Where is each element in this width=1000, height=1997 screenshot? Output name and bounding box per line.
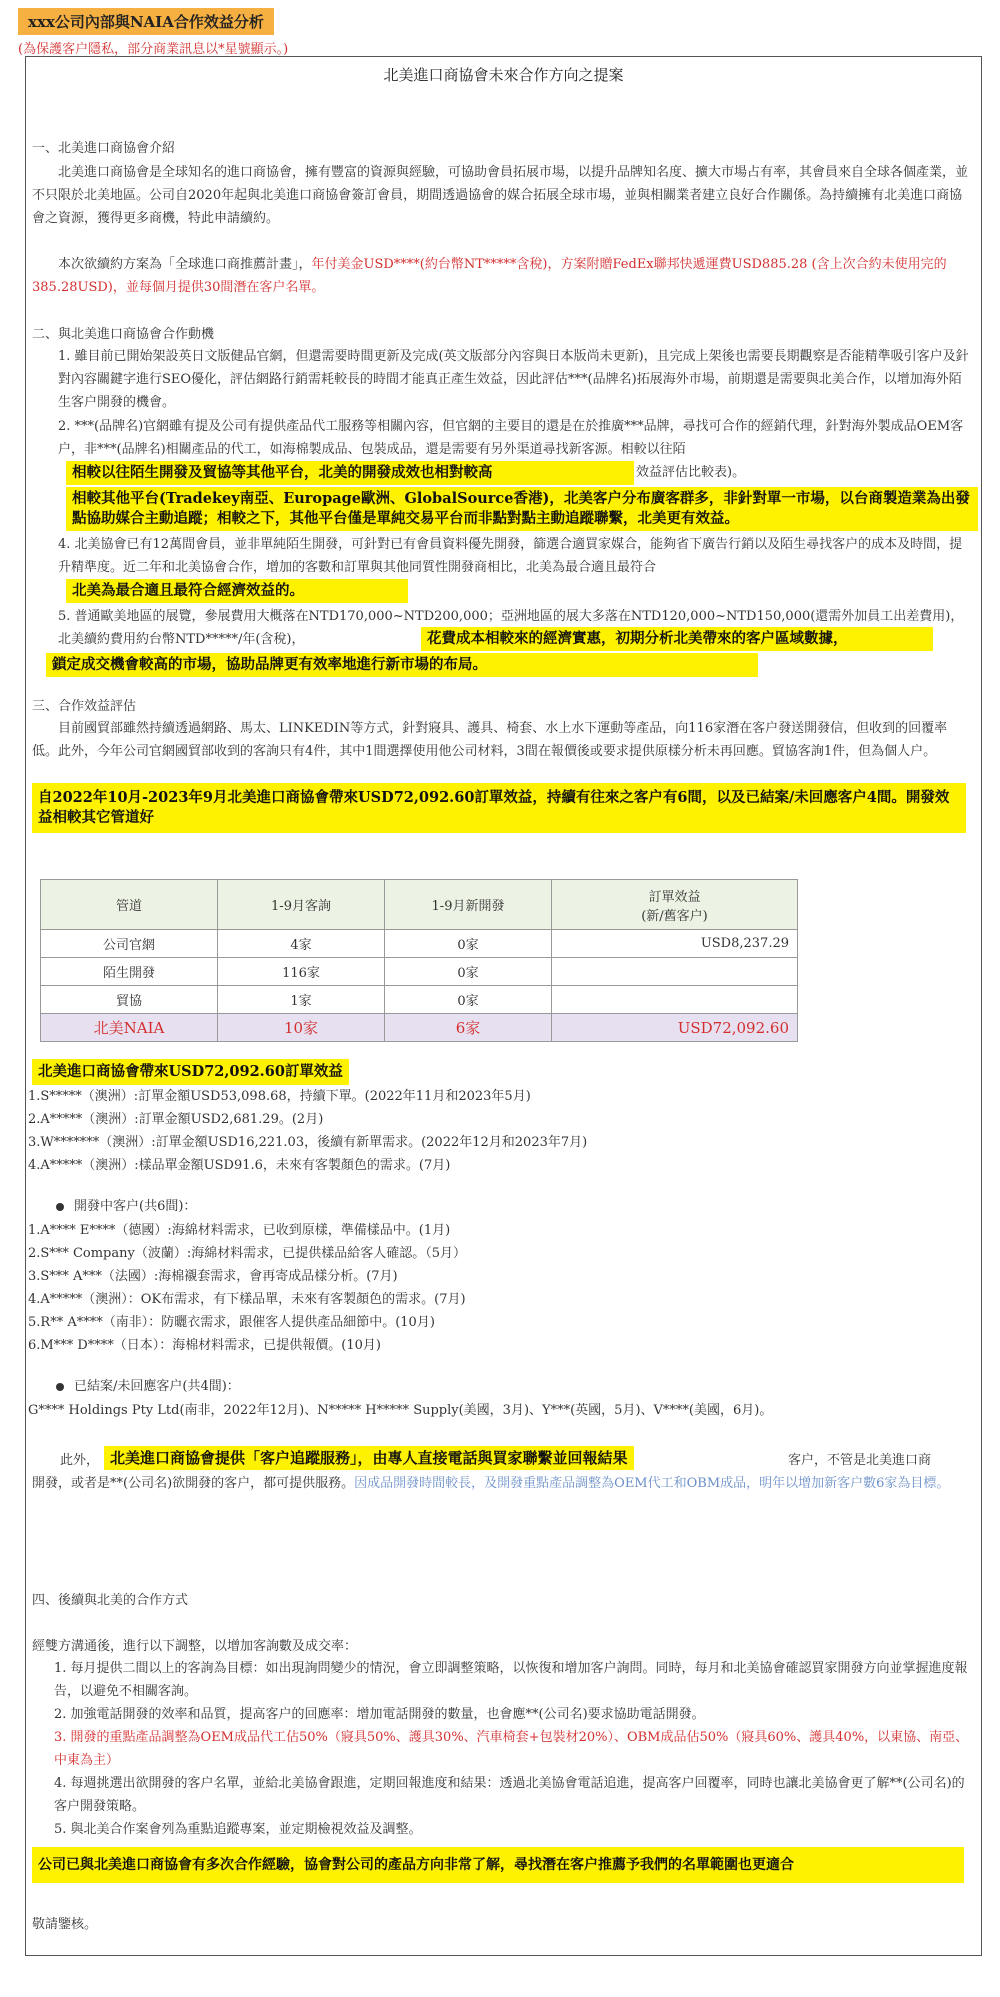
table-row	[41, 930, 798, 958]
highlight-most-economic: 北美為最合適且最符合經濟效益的。	[66, 579, 408, 603]
dev-item: 5.R** A****（南非）：防曬衣需求，跟催客人提供產品細節中。(10月)	[28, 1315, 435, 1330]
col-channel: 管道	[41, 880, 218, 930]
table-cell: USD8,237.29	[552, 930, 798, 958]
motive-item-5: 5. 普通歐美地區的展覽，參展費用大概落在NTD170,000~NTD200,000；亞洲地區的展大多落在NTD120,000~NTD150,000(還需外加員工出差費用)，北美續約費用約台幣NTD*****/年(含稅)，	[58, 609, 964, 647]
motive-item-4: 4. 北美協會已有12萬間會員，並非單純陌生開發，可針對已有會員資料優先開發，篩選合適買家媒合，能夠省下廣告行銷以及陌生尋找客户的成本及時間，提升精準度。近二年和北美協會合作，增加的客數和訂單與其他同質性開發商相比，北美為最合適且最符合	[58, 537, 963, 575]
section1-plan	[32, 253, 972, 299]
order-item: 1.S*****（澳洲）:訂單金額USD53,098.68，持續下單。(2022年11月和2023年5月)	[28, 1089, 531, 1104]
report-title: xxx公司內部與NAIA合作效益分析	[18, 8, 274, 35]
section1-heading: 一、北美進口商協會介紹	[32, 141, 176, 156]
closed-heading	[56, 1375, 240, 1398]
section3-heading: 三、合作效益評估	[32, 699, 137, 714]
dev-item: 2.S*** Company（波蘭）:海綿材料需求，已提供樣品給客人確認。（5月）	[28, 1246, 466, 1261]
table-row-naia	[41, 1014, 798, 1042]
highlight-platform-compare: 相較其他平台(Tradekey南亞、Europage歐洲、GlobalSource香港)，北美客户分布廣客群多，非針對單一市場，以台商製造業為出發點協助媒合主動追蹤；相較之下，其他平台僅是單純交易平台而非點對點主動追蹤聯繫，北美更有效益。	[66, 487, 978, 531]
table-cell: USD72,092.60	[552, 1014, 798, 1042]
table-cell: 北美NAIA	[41, 1014, 218, 1042]
plan-item-4: 4. 每週挑選出欲開發的客户名單，並給北美協會跟進，定期回報進度和結果：透過北美協會電話追進，提高客户回覆率，同時也讓北美協會更了解**(公司名)的客户開發策略。	[54, 1776, 965, 1814]
col-inquiries: 1-9月客詢	[218, 880, 385, 930]
table-cell: 0家	[385, 958, 552, 986]
highlight-summary: 自2022年10月-2023年9月北美進口商協會帶來USD72,092.60訂單效益，持續有往來之客户有6間，以及已結案/未回應客户4間。開發效益相較其它管道好	[32, 783, 966, 833]
dev-item: 1.A**** E****（德國）:海綿材料需求，已收到原樣，準備樣品中。(1月)	[28, 1223, 451, 1238]
plan-item-3: 3. 開發的重點產品調整為OEM成品代工佔50%（寢具50%、護具30%、汽車椅套+包裝材20%）、OBM成品佔50%（寢具60%、護具40%，以東協、南亞、中東為主）	[54, 1730, 969, 1768]
bullet-icon	[56, 1203, 64, 1211]
order-item: 4.A*****（澳洲）:樣品單金額USD91.6，未來有客製顏色的需求。(7月)	[28, 1158, 451, 1173]
motive-item-2: 2. ***(品牌名)官網雖有提及公司有提供產品代工服務等相關內容，但官網的主要目的還是在於推廣***品牌，尋找可合作的經銷代理，針對海外製成品OEM客户，非***(品牌名)相關產品的代工，如海棉製成品、包裝成品，還是需要有另外渠道尋找新客源。相較以往陌	[58, 419, 964, 457]
table-cell: 貿協	[41, 986, 218, 1014]
table-cell	[552, 958, 798, 986]
service-tail-2: 開發，或者是**(公司名)欲開發的客户，都可提供服務。	[32, 1476, 355, 1491]
motive-item-1: 1. 雖目前已開始架設英日文版健品官網，但還需要時間更新及完成(英文版部分內容與日本版尚未更新)，且完成上架後也需要長期觀察是否能精準吸引客户及針對內容關鍵字進行SEO優化，評估網路行銷需耗較長的時間才能真正產生效益，因此評估***(品牌名)拓展海外市場，前期還是需要與北美合作，以增加海外陌生客户開發的機會。	[58, 349, 969, 410]
table-cell: 0家	[385, 986, 552, 1014]
col-order-value-sub: (新/舊客户)	[641, 908, 708, 924]
dev-heading-text: 開發中客户(共6間)：	[74, 1199, 197, 1214]
motive-item-2-tail: 效益評估比較表)。	[636, 465, 746, 480]
closed-heading-text: 已結案/未回應客户(共4間)：	[74, 1379, 240, 1394]
dev-item: 4.A*****（澳洲）：OK布需求，有下樣品單，未來有客製顏色的需求。(7月)	[28, 1292, 466, 1307]
service-lead: 此外，	[60, 1453, 100, 1468]
table-cell	[552, 986, 798, 1014]
plan-price: 年付美金USD****(約台幣NT*****含稅)，方案附贈FedEx聯邦快遞運費USD885.28 (含上次合約未使用完的385.28USD)，並每個月提供30間潛在客户名單。	[32, 257, 947, 295]
highlight-orders-heading: 北美進口商協會帶來USD72,092.60訂單效益	[32, 1059, 349, 1085]
section3-paragraph: 目前國貿部雖然持續透過網路、馬太、LINKEDIN等方式，針對寢具、護具、椅套、水上水下運動等產品，向116家潛在客户發送開發信，但收到的回覆率低。此外，今年公司官網國貿部收到的客詢只有4件，其中1間選擇使用他公司材料，3間在報價後或要求提供原樣分析未再回應。貿協客詢1件，但為個人户。	[32, 721, 948, 759]
table-cell: 116家	[218, 958, 385, 986]
plan-item-1: 1. 每月提供二間以上的客詢為目標：如出現詢問變少的情況，會立即調整策略，以恢復和增加客户詢問。同時，每月和北美協會確認買家開發方向並掌握進度報告，以避免不相關客詢。	[54, 1661, 968, 1699]
dev-item: 6.M*** D****（日本）：海棉材料需求，已提供報價。(10月)	[28, 1338, 381, 1353]
table-row	[41, 958, 798, 986]
highlight-tracking-service: 北美進口商協會提供「客户追蹤服務」，由專人直接電話與買家聯繫並回報結果	[104, 1446, 634, 1470]
service-paragraph	[32, 1472, 972, 1495]
table-cell: 4家	[218, 930, 385, 958]
table-cell: 6家	[385, 1014, 552, 1042]
closing-text: 敬請鑒核。	[32, 1917, 98, 1932]
bullet-icon	[56, 1383, 64, 1391]
channel-table	[40, 879, 798, 1042]
table-cell: 10家	[218, 1014, 385, 1042]
plan-item-5: 5. 與北美合作案會列為重點追蹤專案，並定期檢視效益及調整。	[54, 1822, 422, 1837]
plan-lead: 本次欲續約方案為「全球進口商推薦計畫」，	[58, 257, 312, 272]
service-tail-1: 客户，不管是北美進口商	[788, 1453, 932, 1468]
col-order-value	[552, 880, 798, 930]
table-cell: 0家	[385, 930, 552, 958]
doc-title: 北美進口商協會未來合作方向之提案	[383, 66, 624, 84]
order-item: 3.W*******（澳洲）:訂單金額USD16,221.03，後續有新單需求。(2022年12月和2023年7月)	[28, 1135, 588, 1150]
table-cell: 1家	[218, 986, 385, 1014]
dev-heading	[56, 1195, 196, 1218]
col-order-value-label: 訂單效益	[648, 889, 701, 905]
table-cell: 公司官網	[41, 930, 218, 958]
privacy-note: (為保護客户隱私，部分商業訊息以*星號顯示。)	[18, 42, 289, 57]
document-frame	[25, 56, 982, 1956]
highlight-target-market: 鎖定成交機會較高的市場，協助品牌更有效率地進行新市場的布局。	[46, 653, 758, 677]
highlight-cost-benefit: 花費成本相較來的經濟實惠，初期分析北美帶來的客户區域數據，	[421, 627, 933, 651]
table-row	[41, 986, 798, 1014]
service-goal: 因成品開發時間較長，及開發重點產品調整為OEM代工和OBM成品，明年以增加新客户數6家為目標。	[354, 1476, 950, 1491]
col-new-dev: 1-9月新開發	[385, 880, 552, 930]
section4-heading: 四、後續與北美的合作方式	[32, 1593, 189, 1608]
dev-item: 3.S*** A***（法國）:海棉襯套需求，會再寄成品樣分析。(7月)	[28, 1269, 398, 1284]
table-cell: 陌生開發	[41, 958, 218, 986]
order-item: 2.A*****（澳洲）:訂單金額USD2,681.29。(2月)	[28, 1112, 324, 1127]
section1-paragraph: 北美進口商協會是全球知名的進口商協會，擁有豐富的資源與經驗，可協助會員拓展市場，以提升品牌知名度、擴大市場占有率，其會員來自全球各個產業，並不只限於北美地區。公司自2020年起與北美進口商協會簽訂會員，期間透過協會的媒合拓展全球市場，並與相關業者建立良好合作關係。為持續擁有北美進口商協會之資源，獲得更多商機，特此申請續約。	[32, 165, 969, 226]
closed-list: G**** Holdings Pty Ltd(南非，2022年12月)、N***** H***** Supply(美國，3月)、Y***(英國，5月)、V****(美國，6月)。	[28, 1403, 773, 1418]
section4-intro: 經雙方溝通後，進行以下調整，以增加客詢數及成交率：	[32, 1639, 358, 1654]
section2-heading: 二、與北美進口商協會合作動機	[32, 327, 215, 342]
plan-item-2: 2. 加強電話開發的效率和品質，提高客户的回應率：增加電話開發的數量，也會應**(公司名)要求協助電話開發。	[54, 1707, 705, 1722]
highlight-final: 公司已與北美進口商協會有多次合作經驗，協會對公司的產品方向非常了解，尋找潛在客户推薦予我們的名單範圍也更適合	[32, 1847, 964, 1883]
highlight-higher-effect: 相較以往陌生開發及貿協等其他平台，北美的開發成效也相對較高	[66, 461, 634, 485]
